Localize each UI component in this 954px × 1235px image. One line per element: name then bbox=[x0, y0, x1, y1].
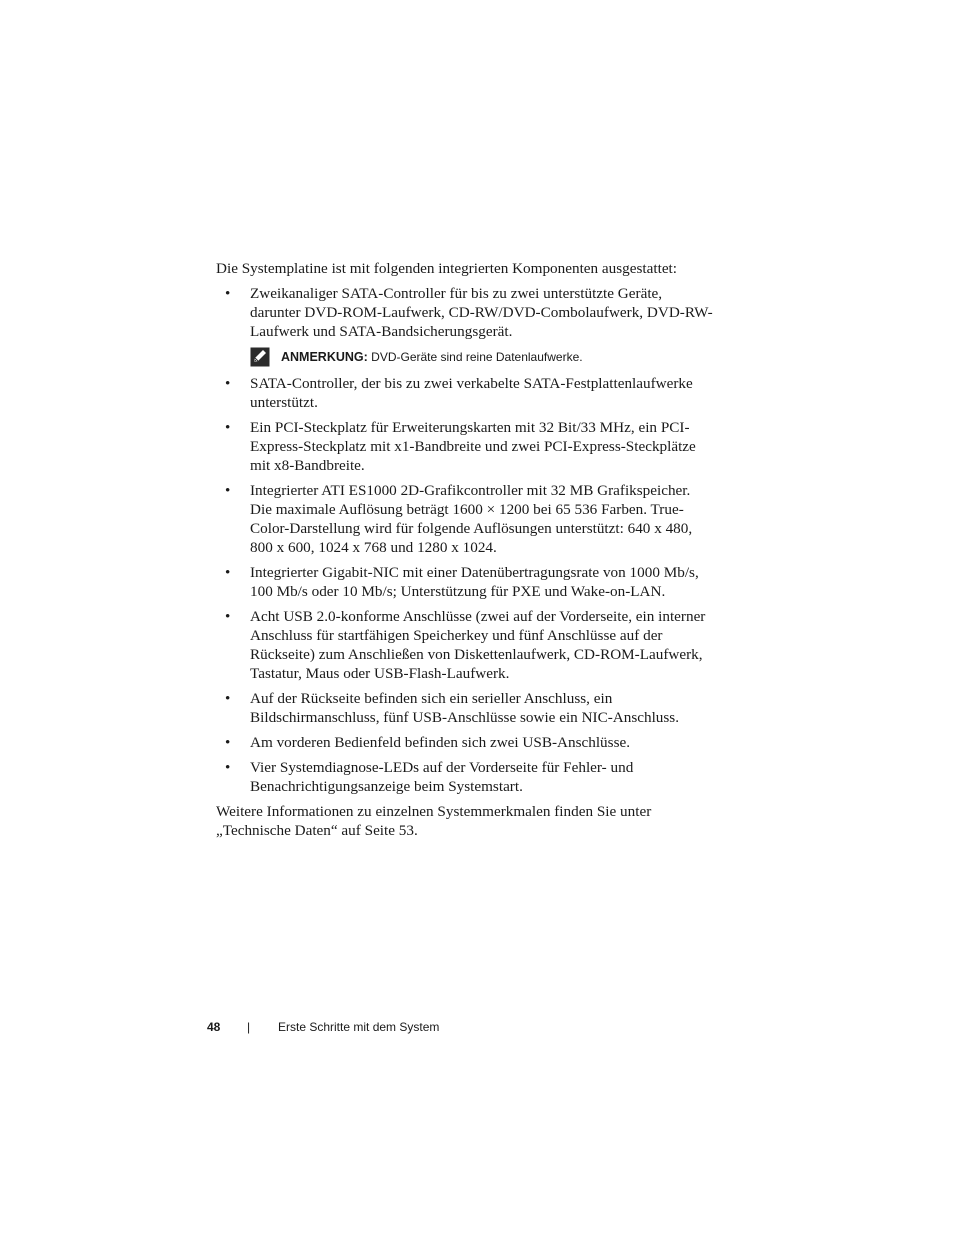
note-pencil-icon bbox=[250, 347, 270, 367]
feature-item-sata-controller bbox=[216, 284, 716, 341]
feature-list bbox=[216, 284, 716, 341]
footer-separator: | bbox=[247, 1020, 251, 1034]
feature-item-diagnostic-leds bbox=[216, 758, 716, 796]
bullet-icon: • bbox=[225, 419, 231, 436]
feature-item-front-panel bbox=[216, 733, 716, 752]
feature-text: Acht USB 2.0-konforme Anschlüsse (zwei auf der Vorderseite, ein interner Anschluss für startfähigen Speicherkey und fünf Anschlüsse auf der Rückseite) zum Anschließen von Diskettenlaufwerk, CD-ROM-Laufwerk, Tastatur, Maus oder USB-Flash-Laufwerk. bbox=[250, 608, 706, 682]
bullet-icon: • bbox=[225, 734, 231, 751]
note-text: DVD-Geräte sind reine Datenlaufwerke. bbox=[371, 350, 583, 364]
page-number: 48 bbox=[207, 1020, 221, 1034]
chapter-title: Erste Schritte mit dem System bbox=[278, 1020, 440, 1034]
feature-text: SATA-Controller, der bis zu zwei verkabelte SATA-Festplattenlaufwerke unterstützt. bbox=[250, 375, 693, 411]
bullet-icon: • bbox=[225, 375, 231, 392]
feature-text: Zweikanaliger SATA-Controller für bis zu zwei unterstützte Geräte, darunter DVD-ROM-Laufwerk, CD-RW/DVD-Combolaufwerk, DVD-RW-Laufwerk und SATA-Bandsicherungsgerät. bbox=[250, 285, 713, 340]
feature-item-nic bbox=[216, 563, 716, 601]
feature-list-continued bbox=[216, 374, 716, 796]
bullet-icon: • bbox=[225, 608, 231, 625]
bullet-icon: • bbox=[225, 690, 231, 707]
note-label: ANMERKUNG: bbox=[281, 350, 368, 364]
feature-item-graphics bbox=[216, 481, 716, 557]
outro-paragraph: Weitere Informationen zu einzelnen Systemmerkmalen finden Sie unter „Technische Daten“ auf Seite 53. bbox=[216, 803, 652, 839]
feature-item-rear-ports bbox=[216, 689, 716, 727]
intro-paragraph: Die Systemplatine ist mit folgenden integrierten Komponenten ausgestattet: bbox=[216, 260, 678, 277]
feature-text: Auf der Rückseite befinden sich ein serieller Anschluss, ein Bildschirmanschluss, fünf USB-Anschlüsse sowie ein NIC-Anschluss. bbox=[250, 690, 680, 726]
feature-text: Am vorderen Bedienfeld befinden sich zwei USB-Anschlüsse. bbox=[250, 734, 631, 751]
bullet-icon: • bbox=[225, 482, 231, 499]
feature-item-usb-ports bbox=[216, 607, 716, 683]
bullet-icon: • bbox=[225, 564, 231, 581]
note-box bbox=[250, 347, 716, 369]
feature-text: Integrierter Gigabit-NIC mit einer Datenübertragungsrate von 1000 Mb/s, 100 Mb/s oder 10 Mb/s; Unterstützung für PXE und Wake-on-LAN. bbox=[250, 564, 699, 600]
feature-text: Integrierter ATI ES1000 2D-Grafikcontroller mit 32 MB Grafikspeicher. Die maximale Auflösung beträgt 1600 × 1200 bei 65 536 Farben. True-Color-Darstellung wird für folgende Auflösungen unterstützt: 640 x 480, 800 x 600, 1024 x 768 und 1280 x 1024. bbox=[250, 482, 693, 556]
feature-text: Vier Systemdiagnose-LEDs auf der Vorderseite für Fehler- und Benachrichtigungsanzeige beim Systemstart. bbox=[250, 759, 634, 795]
feature-item-pci-slots bbox=[216, 418, 716, 475]
feature-text: Ein PCI-Steckplatz für Erweiterungskarten mit 32 Bit/33 MHz, ein PCI-Express-Steckplatz mit x1-Bandbreite und zwei PCI-Express-Steckplätze mit x8-Bandbreite. bbox=[250, 419, 696, 474]
feature-item-sata-hdd bbox=[216, 374, 716, 412]
document-body bbox=[216, 259, 716, 840]
bullet-icon: • bbox=[225, 285, 231, 302]
bullet-icon: • bbox=[225, 759, 231, 776]
